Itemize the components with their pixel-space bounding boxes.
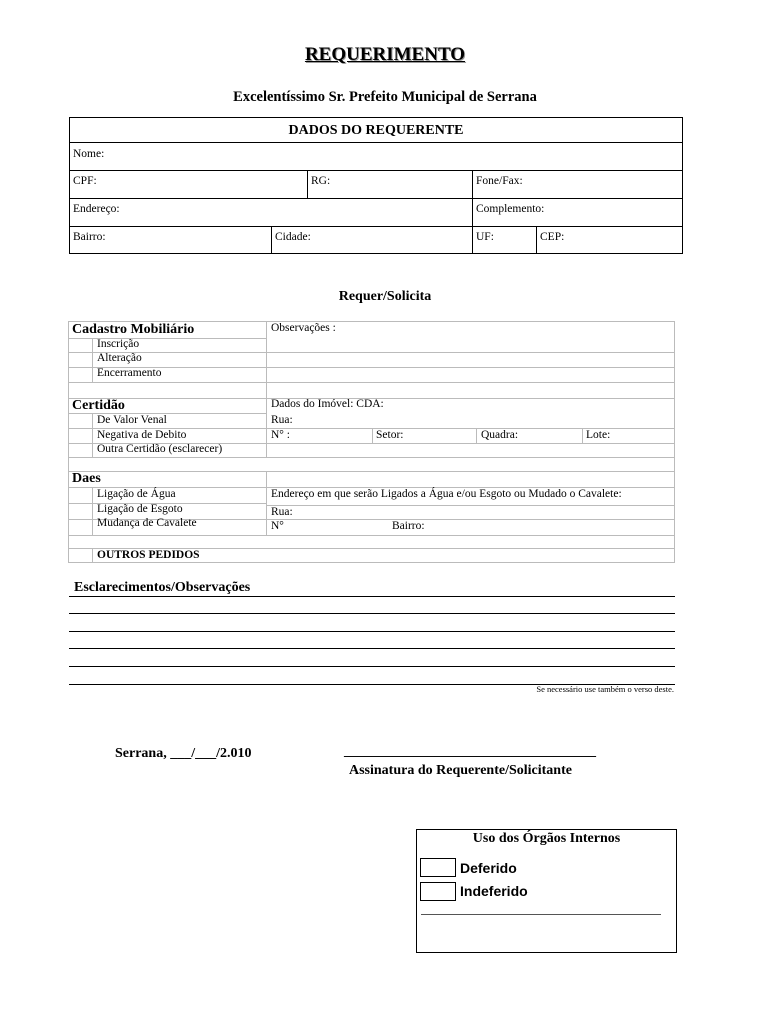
requester-data-header: DADOS DO REQUERENTE [288, 123, 464, 138]
deferido-checkbox[interactable] [420, 858, 456, 877]
reverse-side-note: Se necessário use também o verso deste. [536, 684, 674, 694]
signature-label: Assinatura do Requerente/Solicitante [349, 763, 572, 778]
address-field[interactable]: Endereço: [73, 203, 120, 215]
rg-field[interactable]: RG: [311, 175, 331, 187]
number-label: N° : [271, 429, 290, 441]
checkbox-alteracao[interactable] [69, 353, 91, 366]
complement-field[interactable]: Complemento: [476, 203, 545, 215]
clarification-line[interactable] [69, 666, 675, 667]
city-field[interactable]: Cidade: [275, 231, 311, 243]
cadastro-mobiliario-header: Cadastro Mobiliário [72, 322, 195, 337]
checkbox-inscricao[interactable] [69, 339, 91, 352]
phone-fax-field[interactable]: Fone/Fax: [476, 175, 523, 187]
street-label: Rua: [271, 414, 293, 426]
addressee: Excelentíssimo Sr. Prefeito Municipal de Serrana [233, 89, 537, 105]
clarification-line[interactable] [69, 631, 675, 632]
state-field[interactable]: UF: [476, 231, 494, 243]
place-date: Serrana, ___/___/2.010 [115, 746, 252, 761]
daes-street-label: Rua: [271, 506, 293, 518]
option-inscricao: Inscrição [97, 338, 140, 350]
option-ligacao-agua: Ligação de Água [97, 488, 176, 500]
neighborhood-field[interactable]: Bairro: [73, 231, 106, 243]
certidao-header: Certidão [72, 398, 125, 413]
clarification-line[interactable] [69, 613, 675, 614]
lot-label: Lote: [586, 429, 611, 441]
daes-neighborhood-label: Bairro: [392, 520, 425, 532]
internal-signature-line[interactable] [421, 914, 661, 915]
cpf-field[interactable]: CPF: [73, 175, 97, 187]
request-title: Requer/Solicita [338, 289, 432, 304]
block-label: Quadra: [481, 429, 519, 441]
property-data-label: Dados do Imóvel: CDA: [271, 398, 384, 410]
indeferido-checkbox[interactable] [420, 882, 456, 901]
signature-line[interactable]: ____________________________________ [344, 744, 596, 759]
other-requests-label: OUTROS PEDIDOS [97, 549, 200, 561]
option-outra-certidao: Outra Certidão (esclarecer) [97, 443, 223, 455]
deferido-label: Deferido [460, 860, 517, 876]
option-negativa-debito: Negativa de Debito [97, 429, 187, 441]
checkbox-encerramento[interactable] [69, 368, 91, 381]
page-title: REQUERIMENTO [304, 44, 466, 65]
clarifications-title: Esclarecimentos/Observações [74, 580, 251, 595]
connection-address-label: Endereço em que serão Ligados a Água e/ou Esgoto ou Mudado o Cavalete: [271, 488, 622, 500]
name-field[interactable]: Nome: [73, 148, 105, 160]
option-mudanca-cavalete: Mudança de Cavalete [97, 517, 197, 529]
clarification-line[interactable] [69, 648, 675, 649]
zip-field[interactable]: CEP: [540, 231, 565, 243]
clarification-line[interactable] [69, 596, 675, 597]
option-ligacao-esgoto: Ligação de Esgoto [97, 503, 183, 515]
sector-label: Setor: [376, 429, 404, 441]
option-alteracao: Alteração [97, 352, 142, 364]
daes-number-label: N° [271, 520, 284, 532]
observations-label: Observações : [271, 322, 336, 334]
indeferido-label: Indeferido [460, 883, 528, 899]
internal-use-title: Uso dos Órgãos Internos [472, 831, 621, 846]
option-valor-venal: De Valor Venal [97, 414, 167, 426]
option-encerramento: Encerramento [97, 367, 162, 379]
daes-header: Daes [72, 471, 101, 486]
